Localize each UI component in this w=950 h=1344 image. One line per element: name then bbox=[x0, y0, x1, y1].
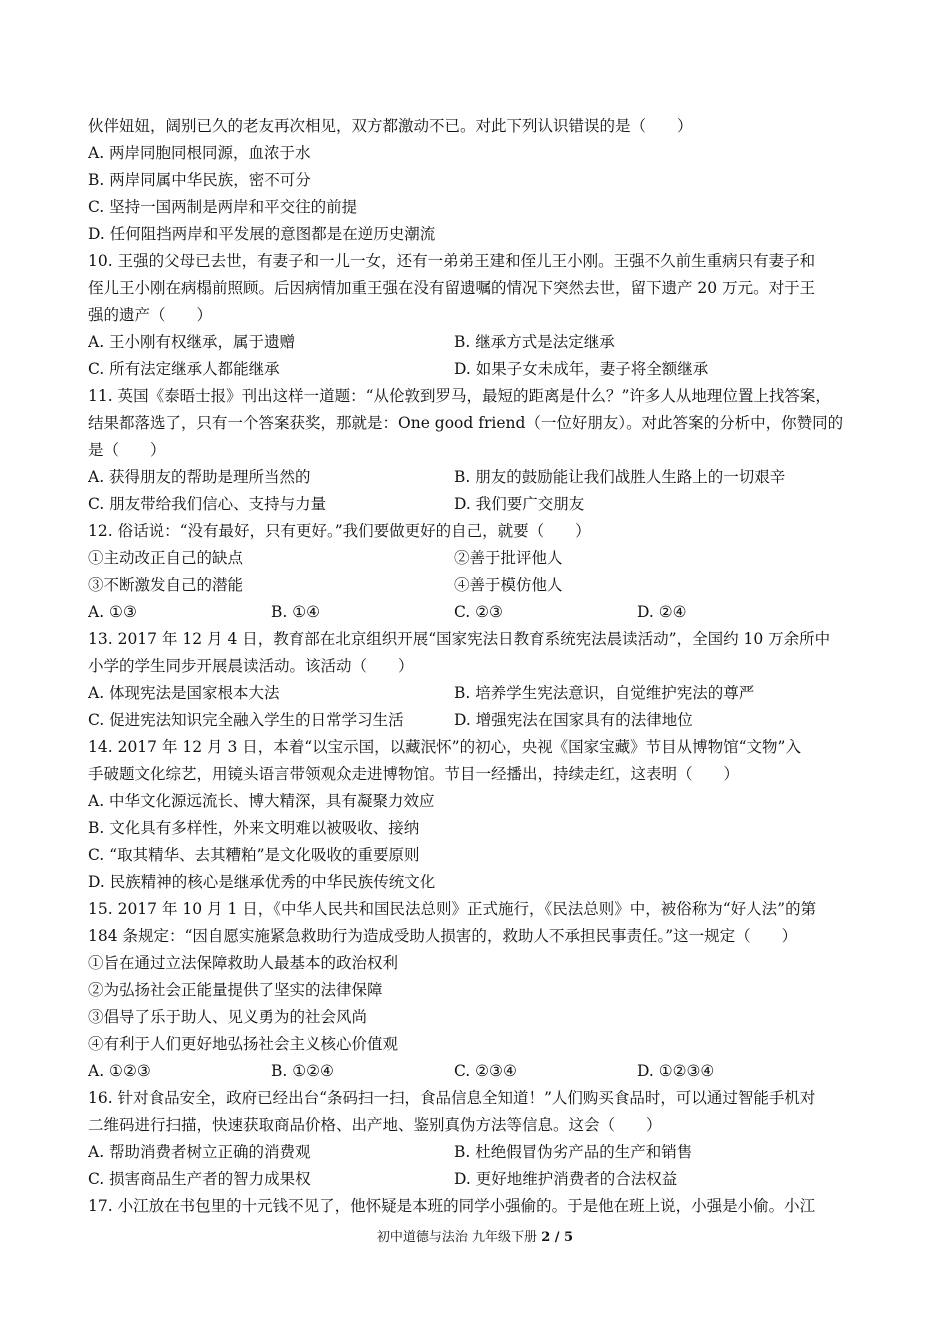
option-c: C. 朋友带给我们信心、支持与力量 bbox=[88, 495, 327, 513]
question-stem: 184 条规定：“因自愿实施紧急救助行为造成受助人损害的，救助人不承担民事责任。”这一规定（ ） bbox=[88, 927, 798, 945]
option-row bbox=[88, 1139, 868, 1166]
question-list bbox=[88, 113, 868, 1220]
question-stem: 结果都落选了，只有一个答案获奖，那就是：One good friend（一位好朋友）。对此答案的分析中，你赞同的 bbox=[88, 414, 844, 432]
statement-item: ②善于批评他人 bbox=[454, 549, 563, 567]
option-b: B. 继承方式是法定继承 bbox=[454, 333, 615, 351]
option-a: A. 中华文化源远流长、博大精深，具有凝聚力效应 bbox=[88, 792, 435, 810]
question-stem: 是（ ） bbox=[88, 441, 166, 459]
option-row bbox=[88, 1058, 868, 1085]
page-number bbox=[541, 1230, 573, 1245]
option-a: A. 帮助消费者树立正确的消费观 bbox=[88, 1143, 311, 1161]
question-stem: 13. 2017 年 12 月 4 日，教育部在北京组织开展“国家宪法日教育系统宪法晨读活动”，全国约 10 万余所中 bbox=[88, 630, 831, 648]
statement-row bbox=[88, 545, 868, 572]
option-row bbox=[88, 1166, 868, 1193]
option-a: A. 体现宪法是国家根本大法 bbox=[88, 684, 280, 702]
statement-item: ④有利于人们更好地弘扬社会主义核心价值观 bbox=[88, 1035, 399, 1053]
page-footer bbox=[0, 1228, 950, 1248]
question-stem: 16. 针对食品安全，政府已经出台“条码扫一扫，食品信息全知道！”人们购买食品时，可以通过智能手机对 bbox=[88, 1089, 816, 1107]
question-stem: 二维码进行扫描，快速获取商品价格、出产地、鉴别真伪方法等信息。这会（ ） bbox=[88, 1116, 662, 1134]
question-stem: 15. 2017 年 10 月 1 日，《中华人民共和国民法总则》正式施行，《民法总则》中，被俗称为“好人法”的第 bbox=[88, 900, 817, 918]
option-b: B. ①④ bbox=[271, 603, 321, 621]
option-c: C. ②③ bbox=[454, 603, 503, 621]
option-row bbox=[88, 707, 868, 734]
current-page: 2 bbox=[541, 1230, 551, 1245]
statement-item: ①旨在通过立法保障救助人最基本的政治权利 bbox=[88, 954, 399, 972]
option-b: B. 文化具有多样性，外来文明难以被吸收、接纳 bbox=[88, 819, 420, 837]
option-b: B. 培养学生宪法意识，自觉维护宪法的尊严 bbox=[454, 684, 755, 702]
statement-item: ①主动改正自己的缺点 bbox=[88, 549, 244, 567]
statement-item: ③倡导了乐于助人、见义勇为的社会风尚 bbox=[88, 1008, 368, 1026]
option-b: B. ①②④ bbox=[271, 1062, 334, 1080]
question-stem: 10. 王强的父母已去世，有妻子和一儿一女，还有一弟弟王建和侄儿王小刚。王强不久前生重病只有妻子和 bbox=[88, 252, 816, 270]
option-row bbox=[88, 464, 868, 491]
question-stem: 侄儿王小刚在病榻前照顾。后因病情加重王强在没有留遗嘱的情况下突然去世，留下遗产 20 万元。对于王 bbox=[88, 279, 816, 297]
option-a: A. 两岸同胞同根同源，血浓于水 bbox=[88, 144, 311, 162]
option-d: D. 民族精神的核心是继承优秀的中华民族传统文化 bbox=[88, 873, 436, 891]
option-a: A. 王小刚有权继承，属于遗赠 bbox=[88, 333, 296, 351]
total-pages: 5 bbox=[564, 1230, 574, 1245]
question-stem: 12. 俗话说：“没有最好，只有更好。”我们要做更好的自己，就要（ ） bbox=[88, 522, 591, 540]
option-b: B. 两岸同属中华民族，密不可分 bbox=[88, 171, 311, 189]
option-d: D. 增强宪法在国家具有的法律地位 bbox=[454, 711, 693, 729]
option-a: A. 获得朋友的帮助是理所当然的 bbox=[88, 468, 311, 486]
question-stem: 伙伴妞妞，阔别已久的老友再次相见，双方都激动不已。对此下列认识错误的是（ ） bbox=[88, 117, 693, 135]
option-c: C. ②③④ bbox=[454, 1062, 517, 1080]
statement-item: ②为弘扬社会正能量提供了坚实的法律保障 bbox=[88, 981, 383, 999]
option-c: C. 促进宪法知识完全融入学生的日常学习生活 bbox=[88, 711, 404, 729]
option-d: D. 更好地维护消费者的合法权益 bbox=[454, 1170, 678, 1188]
option-a: A. ①②③ bbox=[88, 1062, 151, 1080]
option-b: B. 杜绝假冒伪劣产品的生产和销售 bbox=[454, 1143, 693, 1161]
option-c: C. 所有法定继承人都能继承 bbox=[88, 360, 280, 378]
option-c: C. 损害商品生产者的智力成果权 bbox=[88, 1170, 311, 1188]
option-d: D. ②④ bbox=[637, 603, 687, 621]
option-d: D. 任何阻挡两岸和平发展的意图都是在逆历史潮流 bbox=[88, 225, 436, 243]
footer-label: 初中道德与法治 九年级下册 bbox=[376, 1230, 538, 1245]
question-stem: 手破题文化综艺，用镜头语言带领观众走进博物馆。节目一经播出，持续走红，这表明（ ） bbox=[88, 765, 740, 783]
question-stem: 小学的学生同步开展晨读活动。该活动（ ） bbox=[88, 657, 414, 675]
statement-item: ④善于模仿他人 bbox=[454, 576, 563, 594]
question-stem: 强的遗产（ ） bbox=[88, 306, 213, 324]
option-row bbox=[88, 329, 868, 356]
option-c: C. “取其精华、去其糟粕”是文化吸收的重要原则 bbox=[88, 846, 420, 864]
option-d: D. 如果子女未成年，妻子将全额继承 bbox=[454, 360, 709, 378]
option-row bbox=[88, 356, 868, 383]
option-c: C. 坚持一国两制是两岸和平交往的前提 bbox=[88, 198, 358, 216]
option-b: B. 朋友的鼓励能让我们战胜人生路上的一切艰辛 bbox=[454, 468, 786, 486]
option-row bbox=[88, 491, 868, 518]
option-row bbox=[88, 599, 868, 626]
statement-item: ③不断激发自己的潜能 bbox=[88, 576, 244, 594]
option-row bbox=[88, 680, 868, 707]
question-stem: 17. 小江放在书包里的十元钱不见了，他怀疑是本班的同学小强偷的。于是他在班上说，小强是小偷。小江 bbox=[88, 1197, 816, 1215]
question-stem: 11. 英国《泰晤士报》刊出这样一道题：“从伦敦到罗马，最短的距离是什么？”许多人从地理位置上找答案， bbox=[88, 387, 831, 405]
option-d: D. 我们要广交朋友 bbox=[454, 495, 585, 513]
option-a: A. ①③ bbox=[88, 603, 137, 621]
page-separator: / bbox=[550, 1230, 565, 1245]
question-stem: 14. 2017 年 12 月 3 日，本着“以宝示国，以藏泯怀”的初心，央视《国家宝藏》节目从博物馆“文物”入 bbox=[88, 738, 801, 756]
statement-row bbox=[88, 572, 868, 599]
option-d: D. ①②③④ bbox=[637, 1062, 715, 1080]
